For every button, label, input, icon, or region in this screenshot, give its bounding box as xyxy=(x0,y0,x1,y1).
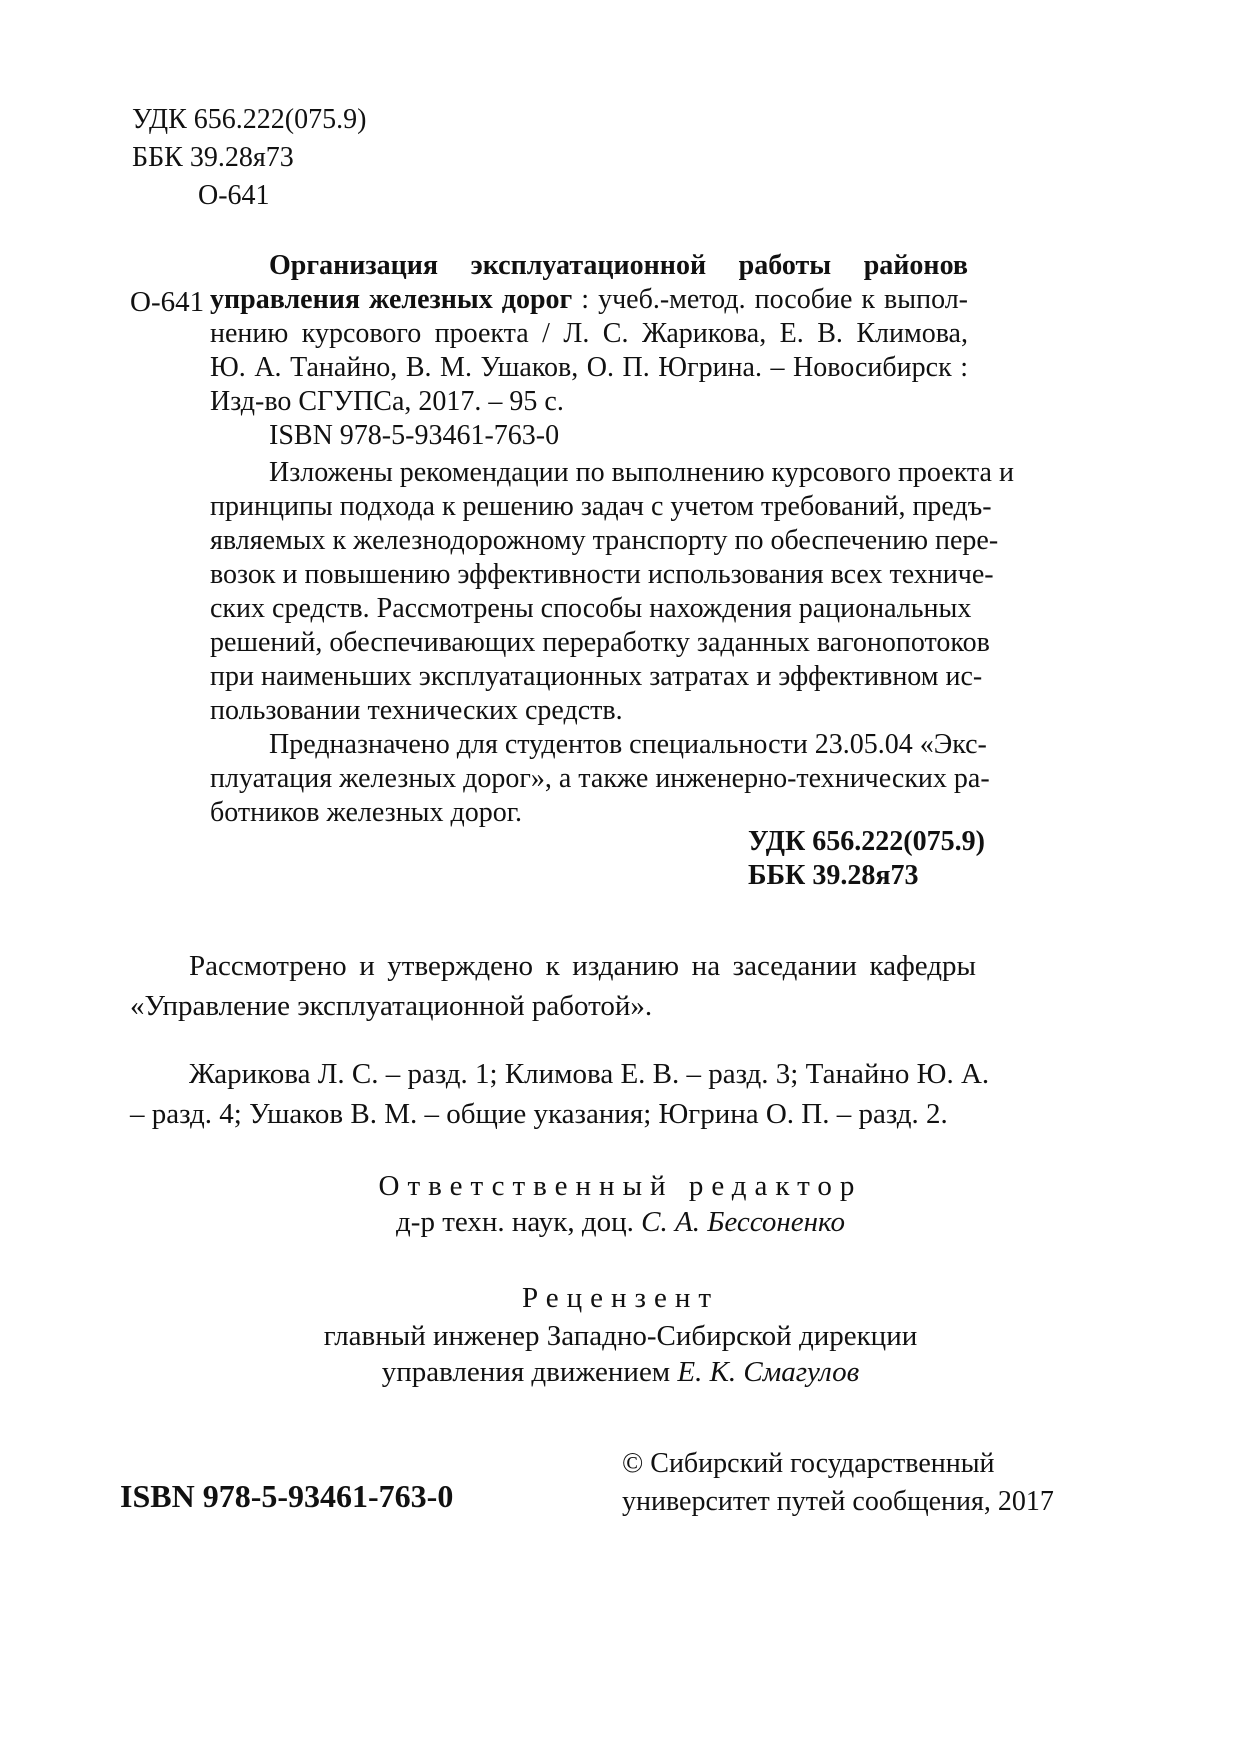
editor-heading: Ответственный редактор xyxy=(378,1170,863,1202)
approval-note xyxy=(130,946,976,1026)
purpose-line: ботников железных дорог. xyxy=(210,797,523,828)
bib-line-4: Ю. А. Танайно, В. М. Ушаков, О. П. Югрина. – Новосибирск : xyxy=(210,352,968,383)
abstract-line: пользовании технических средств. xyxy=(210,695,623,726)
abstract-line: ских средств. Рассмотрены способы нахождения рациональных xyxy=(210,593,972,624)
reviewer-line-1: главный инженер Западно-Сибирской дирекции xyxy=(323,1320,918,1352)
reviewer-heading: Рецензент xyxy=(521,1282,720,1314)
reviewer-position: управления движением xyxy=(381,1356,678,1388)
purpose-line: плуатация железных дорог», а также инженерно-технических ра- xyxy=(210,763,990,794)
editor-name: С. А. Бессоненко xyxy=(641,1206,845,1238)
copyright-line-1: © Сибирский государственный xyxy=(622,1448,995,1479)
editor-line xyxy=(0,1206,1241,1239)
abstract-line: возок и повышению эффективности использования всех техниче- xyxy=(210,559,994,590)
abstract-line: решений, обеспечивающих переработку заданных вагонопотоков xyxy=(210,627,990,658)
right-bbk-code: ББК 39.28я73 xyxy=(748,860,919,891)
abstract-line: являемых к железнодорожному транспорту по обеспечению пере- xyxy=(210,525,999,556)
bib-title-line-2: управления железных дорог xyxy=(210,284,573,315)
bib-isbn: ISBN 978-5-93461-763-0 xyxy=(269,420,560,451)
authors-line: Жарикова Л. С. – разд. 1; Климова Е. В. – разд. 3; Танайно Ю. А. xyxy=(189,1058,990,1090)
abstract-line: Изложены рекомендации по выполнению курсового проекта и xyxy=(269,457,1014,488)
bib-title-line-1: Организация эксплуатационной работы районов xyxy=(269,250,968,281)
abstract xyxy=(210,456,1014,830)
authors-line: – разд. 4; Ушаков В. М. – общие указания; Югрина О. П. – разд. 2. xyxy=(130,1098,948,1130)
authors-contributions xyxy=(130,1054,990,1134)
approval-line: Рассмотрено и утверждено к изданию на заседании кафедры xyxy=(189,950,976,982)
bib-line-2 xyxy=(210,283,968,317)
bibliographic-record xyxy=(210,249,968,453)
bib-line-3: нению курсового проекта / Л. С. Жарикова, Е. В. Климова, xyxy=(210,318,968,349)
footer-isbn: ISBN 978-5-93461-763-0 xyxy=(120,1478,454,1514)
reviewer-name: Е. К. Смагулов xyxy=(677,1356,860,1388)
bib-line-2-rest: : учеб.-метод. пособие к выпол- xyxy=(572,284,968,315)
reviewer-line-2 xyxy=(0,1356,1241,1389)
purpose-line: Предназначено для студентов специальности 23.05.04 «Экс- xyxy=(269,729,987,760)
abstract-line: принципы подхода к решению задач с учетом требований, предъ- xyxy=(210,491,992,522)
udk-code: УДК 656.222(075.9) xyxy=(132,104,367,135)
bib-line-5: Изд-во СГУПСа, 2017. – 95 с. xyxy=(210,386,564,417)
abstract-line: при наименьших эксплуатационных затратах и эффективном ис- xyxy=(210,661,983,692)
copyright-line-2: университет путей сообщения, 2017 xyxy=(622,1486,1054,1517)
bbk-code: ББК 39.28я73 xyxy=(132,142,294,173)
right-udk-code: УДК 656.222(075.9) xyxy=(748,826,985,857)
editor-title: д-р техн. наук, доц. xyxy=(396,1206,642,1238)
approval-line: «Управление эксплуатационной работой». xyxy=(130,990,653,1022)
side-author-mark: О-641 xyxy=(130,286,205,318)
author-mark: О-641 xyxy=(198,180,270,211)
